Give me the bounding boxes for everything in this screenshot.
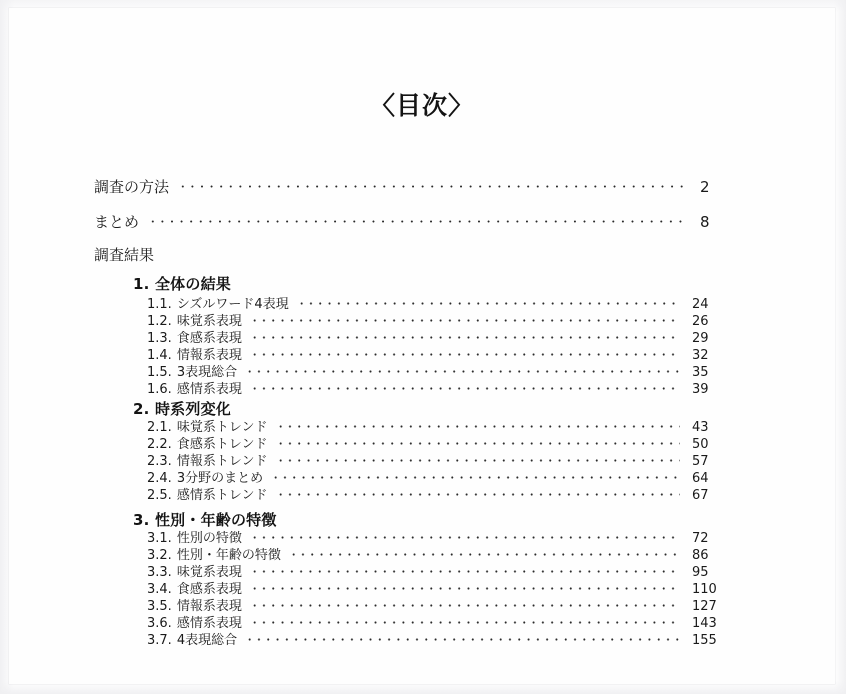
toc-leader-dots [289, 546, 680, 559]
toc-sub-entry-label: 情報系トレンド [176, 454, 268, 469]
toc-leader-dots [276, 486, 681, 499]
toc-sub-entry[interactable] [147, 629, 734, 646]
toc-leader-dots [276, 418, 681, 431]
toc-sub-entry[interactable] [147, 361, 734, 378]
toc-page-number: 35 [692, 365, 709, 380]
toc-sub-entry[interactable] [147, 527, 734, 544]
toc-leader-dots [250, 380, 680, 393]
toc-sub-entry-number: 1.4. [147, 348, 172, 363]
toc-page-number: 26 [692, 314, 709, 329]
toc-leader-dots [276, 452, 681, 465]
toc-sub-entry[interactable] [147, 327, 734, 344]
toc-sub-entry[interactable] [147, 378, 734, 395]
toc-page-number: 127 [692, 599, 717, 614]
toc-page-number: 155 [692, 633, 717, 648]
toc-page-number: 50 [692, 437, 709, 452]
toc-sub-entry-label: 味覚系表現 [176, 314, 242, 329]
toc-page-number: 95 [692, 565, 709, 580]
toc-sub-entry[interactable] [147, 433, 734, 450]
toc-leader-dots [276, 435, 681, 448]
toc-leader-dots [271, 469, 680, 482]
toc-entry-label: まとめ [94, 213, 140, 231]
toc-top-entry[interactable] [94, 244, 734, 266]
toc-top-entry[interactable] [94, 211, 734, 233]
toc-sub-entry[interactable] [147, 544, 734, 561]
toc-sub-entry[interactable] [147, 293, 734, 310]
toc-sub-entry-number: 3.7. [147, 633, 172, 648]
toc-sub-entry[interactable] [147, 344, 734, 361]
toc-sub-entry-number: 1.1. [147, 297, 172, 312]
toc-sub-entry-number: 2.3. [147, 454, 172, 469]
toc-page-number: 29 [692, 331, 709, 346]
toc-sub-entry-label: 食感系表現 [176, 582, 242, 597]
toc-sub-entry-label: 食感系表現 [176, 331, 242, 346]
toc-sub-entry[interactable] [147, 595, 734, 612]
toc-sub-entry-number: 2.2. [147, 437, 172, 452]
toc-leader-dots [148, 212, 689, 227]
toc-entry-label: 調査の方法 [94, 178, 170, 196]
toc-leader-dots [250, 580, 680, 593]
toc-sub-entry-number: 3.2. [147, 548, 172, 563]
toc-page-number: 57 [692, 454, 709, 469]
toc-sub-entry[interactable] [147, 450, 734, 467]
toc-sub-entry-number: 3.1. [147, 531, 172, 546]
toc-leader-dots [250, 346, 680, 359]
toc-sub-entry[interactable] [147, 578, 734, 595]
toc-page-number: 32 [692, 348, 709, 363]
toc-sub-entry-label: 味覚系表現 [176, 565, 242, 580]
toc-page-number: 43 [692, 420, 709, 435]
toc-leader-dots [245, 363, 680, 376]
toc-sub-entry[interactable] [147, 612, 734, 629]
toc-sub-entry[interactable] [147, 310, 734, 327]
toc-leader-dots [250, 563, 680, 576]
page-inner [9, 8, 835, 684]
toc-sub-entry[interactable] [147, 561, 734, 578]
toc-top-entry[interactable] [94, 176, 734, 198]
toc-sub-entry-label: 4表現総合 [176, 633, 238, 648]
toc-leader-dots [178, 177, 689, 192]
toc-page-number: 67 [692, 488, 709, 503]
toc-sub-entry-label: 3分野のまとめ [176, 471, 264, 486]
toc-sub-entry-number: 3.5. [147, 599, 172, 614]
toc-sub-entry-label: 3表現総合 [176, 365, 238, 380]
toc-sub-entry-label: 性別・年齢の特徴 [176, 548, 281, 563]
toc-leader-dots [250, 597, 680, 610]
toc-page-number: 72 [692, 531, 709, 546]
toc-page-number: 2 [700, 178, 710, 196]
toc-sub-entry-label: 情報系表現 [176, 599, 242, 614]
toc-page-number: 143 [692, 616, 717, 631]
toc-sub-entry-number: 2.4. [147, 471, 172, 486]
toc-sub-entry-label: シズルワード4表現 [176, 297, 289, 312]
toc-sub-entry-number: 2.5. [147, 488, 172, 503]
toc-section-title: 時系列変化 [154, 400, 231, 418]
toc-section-number: 1. [133, 275, 150, 293]
toc-sub-entry[interactable] [147, 416, 734, 433]
toc-sub-entry-number: 3.3. [147, 565, 172, 580]
toc-sub-entry-number: 3.4. [147, 582, 172, 597]
toc-leader-dots [250, 329, 680, 342]
toc-sub-entry-number: 2.1. [147, 420, 172, 435]
toc-section-title: 性別・年齢の特徴 [154, 511, 277, 529]
toc-page-number: 110 [692, 582, 717, 597]
toc-leader-dots [250, 529, 680, 542]
toc-sub-entry-number: 1.3. [147, 331, 172, 346]
page-title: 〈目次〉 [369, 91, 474, 120]
toc-leader-dots [250, 614, 680, 627]
toc-section-heading[interactable] [133, 273, 231, 294]
toc-sub-entry-number: 3.6. [147, 616, 172, 631]
toc-leader-dots [250, 312, 680, 325]
toc-sub-entry-label: 食感系トレンド [176, 437, 268, 452]
toc-page-number: 86 [692, 548, 709, 563]
toc-section-number: 2. [133, 400, 150, 418]
toc-leader-dots [245, 631, 680, 644]
toc-section-number: 3. [133, 511, 150, 529]
toc-leader-dots [297, 295, 680, 308]
toc-page-number: 39 [692, 382, 709, 397]
toc-sub-entry-label: 感情系トレンド [176, 488, 268, 503]
toc-sub-entry-number: 1.5. [147, 365, 172, 380]
toc-section-title: 全体の結果 [154, 275, 231, 293]
toc-sub-entry[interactable] [147, 484, 734, 501]
toc-sub-entry-label: 性別の特徴 [176, 531, 242, 546]
toc-sub-entry-label: 感情系表現 [176, 382, 242, 397]
toc-sub-entry-label: 情報系表現 [176, 348, 242, 363]
toc-sub-entry-number: 1.6. [147, 382, 172, 397]
toc-sub-entry-label: 味覚系トレンド [176, 420, 268, 435]
toc-sub-entry-label: 感情系表現 [176, 616, 242, 631]
toc-sub-entry-number: 1.2. [147, 314, 172, 329]
toc-entry-label: 調査結果 [94, 246, 155, 264]
toc-page-number: 64 [692, 471, 709, 486]
toc-page-number: 24 [692, 297, 709, 312]
toc-page-number: 8 [700, 213, 710, 231]
toc-sub-entry[interactable] [147, 467, 734, 484]
